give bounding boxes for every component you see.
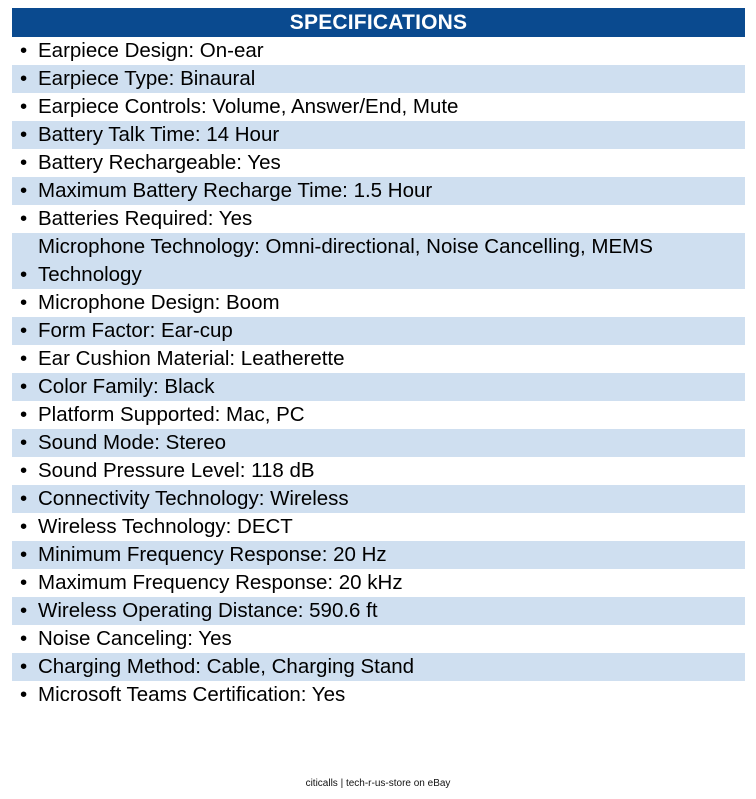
- footer-credit: citicalls | tech-r-us-store on eBay: [305, 778, 451, 789]
- bullet-icon: •: [20, 543, 28, 566]
- spec-text: Sound Pressure Level: 118 dB: [38, 459, 315, 482]
- spec-row: [12, 289, 745, 317]
- spec-row: [12, 653, 745, 681]
- bullet-icon: •: [20, 375, 28, 398]
- bullet-icon: •: [20, 39, 28, 62]
- spec-row: [12, 233, 745, 289]
- spec-text: Form Factor: Ear-cup: [38, 319, 233, 342]
- spec-text: Maximum Battery Recharge Time: 1.5 Hour: [38, 179, 433, 202]
- bullet-icon: •: [20, 263, 28, 286]
- spec-text: Wireless Technology: DECT: [38, 515, 293, 538]
- spec-text: Sound Mode: Stereo: [38, 431, 227, 454]
- bullet-icon: •: [20, 599, 28, 622]
- spec-text: Noise Canceling: Yes: [38, 627, 232, 650]
- bullet-icon: •: [20, 683, 28, 706]
- bullet-icon: •: [20, 123, 28, 146]
- spec-row: [12, 149, 745, 177]
- bullet-icon: •: [20, 487, 28, 510]
- bullet-icon: •: [20, 291, 28, 314]
- spec-row: [12, 541, 745, 569]
- bullet-icon: •: [20, 515, 28, 538]
- spec-text: Maximum Frequency Response: 20 kHz: [38, 571, 403, 594]
- spec-list: [12, 37, 745, 709]
- bullet-icon: •: [20, 207, 28, 230]
- spec-text: Charging Method: Cable, Charging Stand: [38, 655, 415, 678]
- bullet-icon: •: [20, 459, 28, 482]
- spec-text: Platform Supported: Mac, PC: [38, 403, 305, 426]
- bullet-icon: •: [20, 151, 28, 174]
- spec-row: [12, 569, 745, 597]
- specifications-panel: [12, 8, 745, 709]
- spec-row: [12, 625, 745, 653]
- bullet-icon: •: [20, 95, 28, 118]
- spec-text: Microphone Technology: Omni-directional, Noise Cancelling, MEMS Technology: [38, 235, 653, 286]
- spec-row: [12, 401, 745, 429]
- spec-text: Battery Rechargeable: Yes: [38, 151, 281, 174]
- spec-row: [12, 317, 745, 345]
- spec-text: Connectivity Technology: Wireless: [38, 487, 349, 510]
- spec-text: Ear Cushion Material: Leatherette: [38, 347, 345, 370]
- spec-row: [12, 373, 745, 401]
- bullet-icon: •: [20, 67, 28, 90]
- bullet-icon: •: [20, 571, 28, 594]
- spec-row: [12, 93, 745, 121]
- spec-row: [12, 205, 745, 233]
- spec-text: Wireless Operating Distance: 590.6 ft: [38, 599, 378, 622]
- spec-row: [12, 597, 745, 625]
- spec-row: [12, 177, 745, 205]
- spec-row: [12, 457, 745, 485]
- spec-text: Color Family: Black: [38, 375, 215, 398]
- spec-row: [12, 681, 745, 709]
- spec-row: [12, 429, 745, 457]
- spec-text: Microphone Design: Boom: [38, 291, 280, 314]
- spec-text: Batteries Required: Yes: [38, 207, 253, 230]
- spec-text: Earpiece Design: On-ear: [38, 39, 264, 62]
- spec-row: [12, 121, 745, 149]
- bullet-icon: •: [20, 431, 28, 454]
- spec-text: Earpiece Controls: Volume, Answer/End, Mute: [38, 95, 459, 118]
- spec-text: Battery Talk Time: 14 Hour: [38, 123, 280, 146]
- specifications-title: SPECIFICATIONS: [12, 8, 745, 37]
- spec-row: [12, 513, 745, 541]
- spec-text: Minimum Frequency Response: 20 Hz: [38, 543, 387, 566]
- spec-row: [12, 37, 745, 65]
- bullet-icon: •: [20, 655, 28, 678]
- spec-text: Earpiece Type: Binaural: [38, 67, 256, 90]
- spec-row: [12, 485, 745, 513]
- bullet-icon: •: [20, 179, 28, 202]
- bullet-icon: •: [20, 347, 28, 370]
- spec-text: Microsoft Teams Certification: Yes: [38, 683, 346, 706]
- bullet-icon: •: [20, 627, 28, 650]
- spec-row: [12, 65, 745, 93]
- bullet-icon: •: [20, 319, 28, 342]
- spec-row: [12, 345, 745, 373]
- bullet-icon: •: [20, 403, 28, 426]
